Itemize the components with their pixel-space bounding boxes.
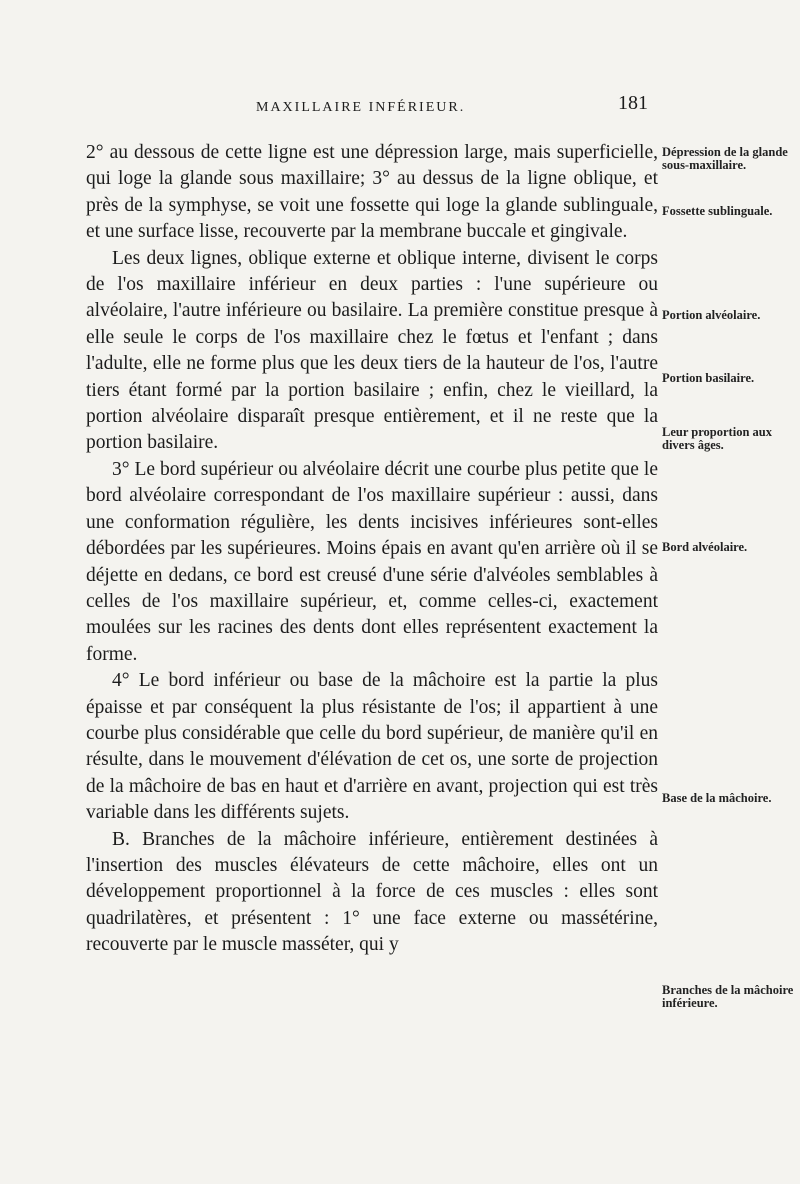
running-title: MAXILLAIRE INFÉRIEUR.: [256, 100, 466, 115]
margin-note: Leur proportion aux divers âges.: [662, 425, 772, 452]
margin-note: Fossette sublinguale.: [662, 204, 773, 218]
paragraph: B. Branches de la mâchoire inférieure, entièrement destinées à l'insertion des muscles élévateurs de cette mâchoire, elles ont un développement proportionnel à la force de ces muscles : elles sont quadrilatères, et présentent : 1° une face externe ou massétérine, recouverte par le muscle masséter, qui y: [86, 828, 658, 956]
paragraph: 3° Le bord supérieur ou alvéolaire décrit une courbe plus petite que le bord alvéolaire correspondant de l'os maxillaire supérieur : aussi, dans une conformation régulière, les dents incisives inférieures sont-elles débordées par les supérieures. Moins épais en avant qu'en arrière où il se déjette en dedans, ce bord est creusé d'une série d'alvéoles semblables à celles de l'os maxillaire supérieur, et, comme celles-ci, exactement moulées sur les racines des dents dont elles représentent exactement la forme.: [86, 458, 658, 665]
margin-note: Dépression de la glande sous-maxillaire.: [662, 145, 788, 172]
paragraph: 4° Le bord inférieur ou base de la mâchoire est la partie la plus épaisse et par conséquent la plus résistante de l'os; il appartient à une courbe plus considérable que celle du bord supérieur, de manière qu'il en résulte, dans le mouvement d'élévation de cet os, une sorte de projection de la mâchoire de bas en haut et d'arrière en avant, projection qui est très variable dans les différents sujets.: [86, 670, 658, 824]
main-text: [86, 140, 658, 959]
margin-note: Portion alvéolaire.: [662, 308, 761, 322]
running-header: [256, 92, 656, 116]
page-number: 181: [618, 92, 648, 114]
paragraph: Les deux lignes, oblique externe et oblique interne, divisent le corps de l'os maxillaire inférieur en deux parties : l'une supérieure ou alvéolaire, l'autre inférieure ou basilaire. La première constitue presque à elle seule le corps de l'os maxillaire chez le fœtus et l'enfant ; dans l'adulte, elle ne forme plus que les deux tiers de la hauteur de l'os, l'autre tiers étant formé par la portion basilaire ; enfin, chez le vieillard, la portion alvéolaire disparaît presque entièrement, et il ne reste que la portion basilaire.: [86, 247, 658, 454]
paragraph: 2° au dessous de cette ligne est une dépression large, mais superficielle, qui loge la glande sous maxillaire; 3° au dessus de la ligne oblique, et près de la symphyse, se voit une fossette qui loge la glande sublinguale, et une surface lisse, recouverte par la membrane buccale et gingivale.: [86, 142, 658, 243]
margin-note: Branches de la mâchoire inférieure.: [662, 983, 794, 1010]
margin-note: Bord alvéolaire.: [662, 540, 748, 554]
margin-note: Base de la mâchoire.: [662, 791, 772, 805]
margin-note: Portion basilaire.: [662, 371, 755, 385]
